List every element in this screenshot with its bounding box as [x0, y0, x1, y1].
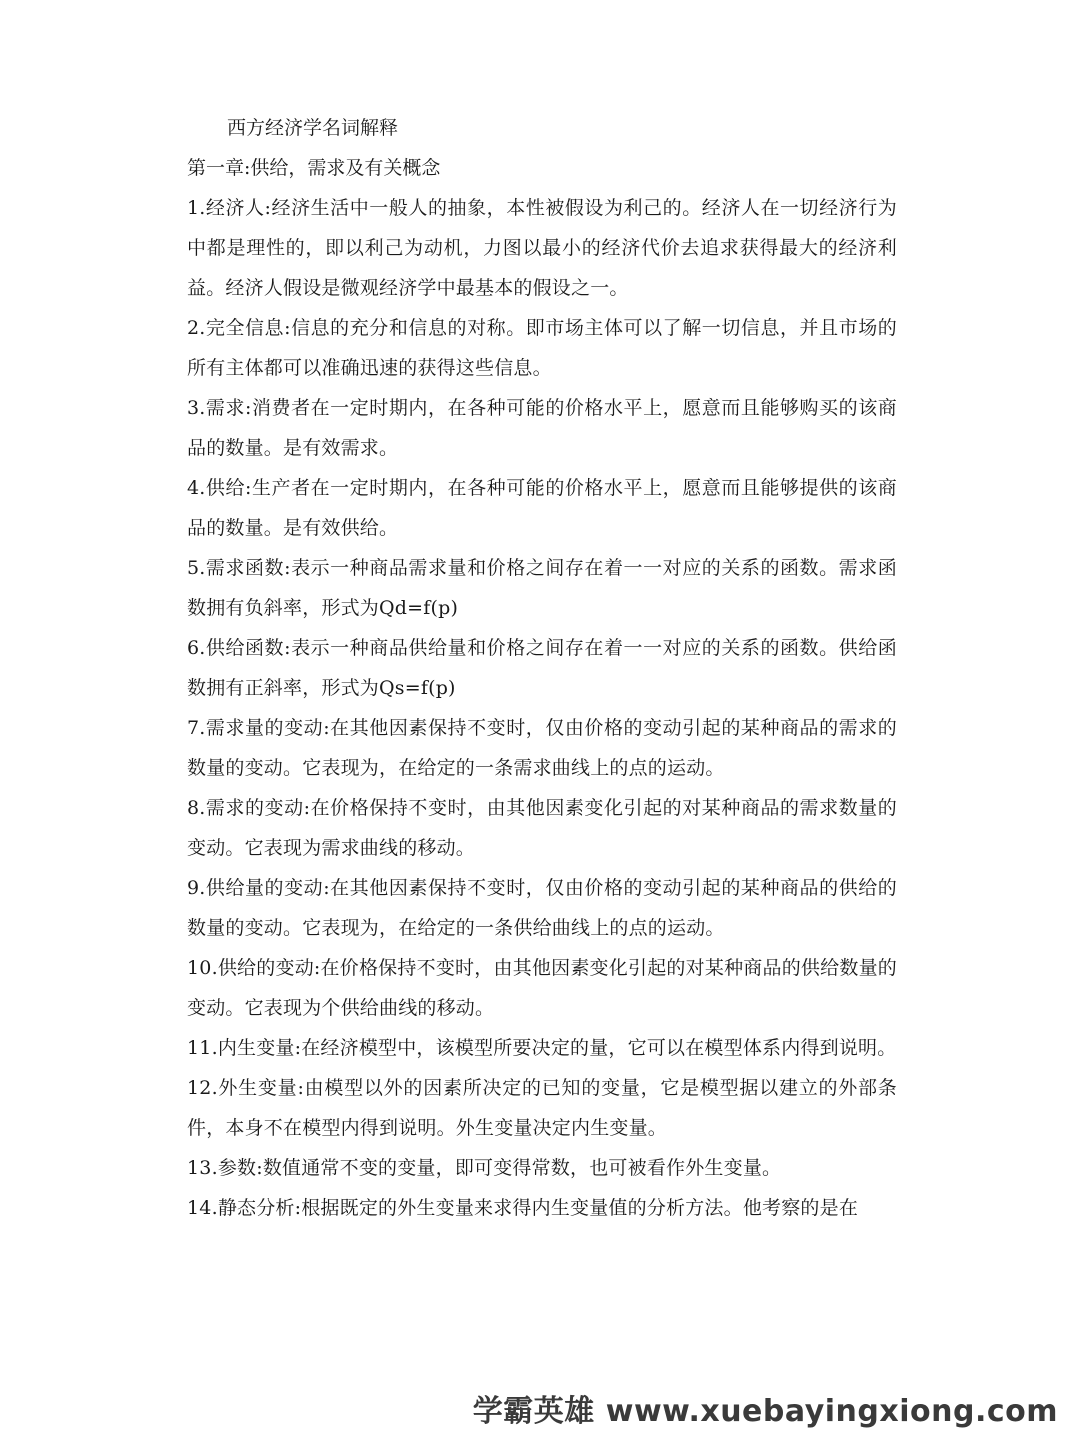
term-entry-12: 12.外生变量:由模型以外的因素所决定的已知的变量，它是模型据以建立的外部条件，本身不在模型内得到说明。外生变量决定内生变量。 — [187, 1077, 897, 1139]
chapter-heading: 第一章:供给，需求及有关概念 — [187, 157, 441, 179]
document-page — [187, 108, 897, 1228]
term-entry-10: 10.供给的变动:在价格保持不变时，由其他因素变化引起的对某种商品的供给数量的变动。它表现为个供给曲线的移动。 — [187, 957, 897, 1019]
term-entry-5: 5.需求函数:表示一种商品需求量和价格之间存在着一一对应的关系的函数。需求函数拥有负斜率，形式为Qd=f(p) — [187, 557, 897, 619]
term-entry-8: 8.需求的变动:在价格保持不变时，由其他因素变化引起的对某种商品的需求数量的变动。它表现为需求曲线的移动。 — [187, 797, 897, 859]
term-entry-14: 14.静态分析:根据既定的外生变量来求得内生变量值的分析方法。他考察的是在 — [187, 1197, 859, 1219]
site-watermark: 学霸英雄 www.xuebayingxiong.com — [472, 1394, 1058, 1429]
term-entry-6: 6.供给函数:表示一种商品供给量和价格之间存在着一一对应的关系的函数。供给函数拥有正斜率，形式为Qs=f(p) — [187, 637, 897, 699]
term-entry-2: 2.完全信息:信息的充分和信息的对称。即市场主体可以了解一切信息，并且市场的所有主体都可以准确迅速的获得这些信息。 — [187, 317, 897, 379]
term-entry-1: 1.经济人:经济生活中一般人的抽象，本性被假设为利己的。经济人在一切经济行为中都是理性的，即以利己为动机，力图以最小的经济代价去追求获得最大的经济利益。经济人假设是微观经济学中最基本的假设之一。 — [187, 197, 897, 299]
document-title: 西方经济学名词解释 — [227, 117, 399, 139]
term-entry-7: 7.需求量的变动:在其他因素保持不变时，仅由价格的变动引起的某种商品的需求的数量的变动。它表现为，在给定的一条需求曲线上的点的运动。 — [187, 717, 897, 779]
term-entry-3: 3.需求:消费者在一定时期内，在各种可能的价格水平上，愿意而且能够购买的该商品的数量。是有效需求。 — [187, 397, 897, 459]
term-entry-13: 13.参数:数值通常不变的变量，即可变得常数，也可被看作外生变量。 — [187, 1157, 782, 1179]
term-entry-11: 11.内生变量:在经济模型中，该模型所要决定的量，它可以在模型体系内得到说明。 — [187, 1037, 897, 1059]
term-entry-4: 4.供给:生产者在一定时期内，在各种可能的价格水平上，愿意而且能够提供的该商品的数量。是有效供给。 — [187, 477, 897, 539]
term-entry-9: 9.供给量的变动:在其他因素保持不变时，仅由价格的变动引起的某种商品的供给的数量的变动。它表现为，在给定的一条供给曲线上的点的运动。 — [187, 877, 897, 939]
